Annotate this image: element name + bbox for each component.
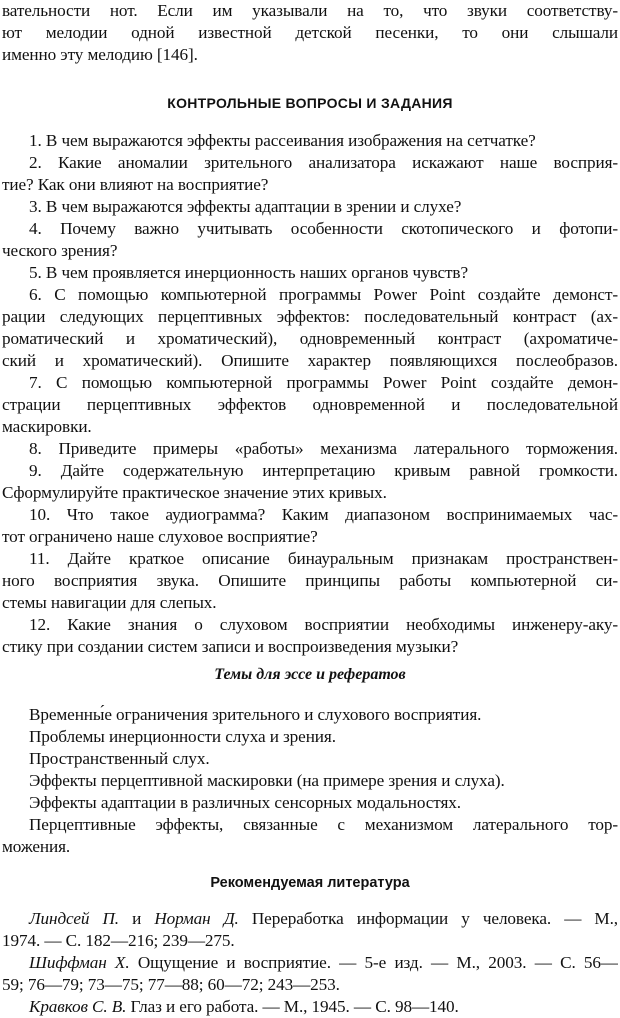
question-item [2,460,618,504]
text-line: ного восприятия звука. Опишите принципы работы компьютерной си- [2,571,618,590]
essay-topics [2,704,618,858]
text-line: именно эту мелодию [146]. [2,45,198,64]
literature-list [2,908,618,1018]
text-fragment: Ощущение и восприятие. — 5-е изд. — М., 2003. — С. 56— [129,953,618,972]
text-line: 4. Почему важно учитывать особенности скотопического и фотопи- [29,219,618,238]
text-line: роматический и хроматический), одновременный контраст (ахроматиче- [2,329,618,348]
essay-item: Эффекты перцептивной маскировки (на примере зрения и слуха). [29,771,505,790]
question-item [2,438,618,460]
text-line: 6. С помощью компьютерной программы Power Point создайте демонст- [29,285,618,304]
text-line: маскировки. [2,417,92,436]
text-line: страции перцептивных эффектов одновременной и последовательной [2,395,618,414]
text-line: 59; 76—79; 73—75; 77—88; 60—72; 243—253. [2,975,340,994]
text-line: можения. [2,837,71,856]
intro-paragraph [2,0,618,66]
text-line: 11. Дайте краткое описание бинауральным признакам пространствен- [29,549,618,568]
question-item [2,284,618,372]
author-name: Кравков С. В. [29,997,127,1016]
text-line: стику при создании систем записи и воспроизведения музыки? [2,637,459,656]
text-line: 7. С помощью компьютерной программы Power Point создайте демон- [29,373,618,392]
text-fragment: Переработка информации у человека. — М., [238,909,618,928]
essay-item: Проблемы инерционности слуха и зрения. [29,727,336,746]
essay-item: Пространственный слух. [29,749,210,768]
text-line: 9. Дайте содержательную интерпретацию кривым равной громкости. [29,461,618,480]
question-item [2,262,618,284]
text-line: 2. Какие аномалии зрительного анализатора искажают наше восприя- [29,153,618,172]
text-line: 1974. — С. 182—216; 239—275. [2,931,235,950]
literature-heading: Рекомендуемая литература [210,875,410,891]
text-fragment: и [119,909,155,928]
author-name: Шиффман Х. [29,953,130,972]
text-line [2,996,618,1018]
text-line: стемы навигации для слепых. [2,593,217,612]
reference-item [2,908,618,952]
question-item [2,548,618,614]
author-name: Норман Д. [154,909,239,928]
text-line [2,908,618,930]
author-name: Линдсей П. [29,909,120,928]
text-line: вательности нот. Если им указывали на то, что звуки соответству- [2,1,618,20]
essay-heading: Темы для эссе и рефератов [214,666,406,683]
essay-item: Перцептивные эффекты, связанные с механизмом латерального тор- [29,815,618,834]
text-line: 8. Приведите примеры «работы» механизма латерального торможения. [29,439,618,458]
question-item [2,196,618,218]
question-item [2,372,618,438]
question-item [2,218,618,262]
text-line: 5. В чем проявляется инерционность наших органов чувств? [29,263,468,282]
questions-list [2,130,618,658]
text-line: тот ограничено наше слуховое восприятие? [2,527,318,546]
text-fragment: Глаз и его работа. — М., 1945. — С. 98—140. [126,997,459,1016]
question-item [2,614,618,658]
essay-item: Эффекты адаптации в различных сенсорных модальностях. [29,793,461,812]
text-line [2,952,618,974]
questions-heading: КОНТРОЛЬНЫЕ ВОПРОСЫ И ЗАДАНИЯ [167,95,453,111]
text-line: ский и хроматический). Опишите характер появляющихся послеобразов. [2,351,618,370]
text-line: 1. В чем выражаются эффекты рассеивания изображения на сетчатке? [29,131,536,150]
text-line: ют мелодии одной известной детской песенки, то они слышали [2,23,618,42]
text-line: Сформулируйте практическое значение этих кривых. [2,483,387,502]
question-item [2,130,618,152]
reference-item [2,952,618,996]
text-line: рации следующих перцептивных эффектов: последовательный контраст (ах- [2,307,618,326]
reference-item [2,996,618,1018]
text-line: 10. Что такое аудиограмма? Каким диапазоном воспринимаемых час- [29,505,618,524]
text-line: ческого зрения? [2,241,118,260]
text-line: 12. Какие знания о слуховом восприятии необходимы инженеру-аку- [29,615,618,634]
question-item [2,504,618,548]
essay-item: Временны́е ограничения зрительного и слухового восприятия. [29,705,482,724]
text-line: 3. В чем выражаются эффекты адаптации в зрении и слухе? [29,197,462,216]
text-line: тие? Как они влияют на восприятие? [2,175,269,194]
question-item [2,152,618,196]
